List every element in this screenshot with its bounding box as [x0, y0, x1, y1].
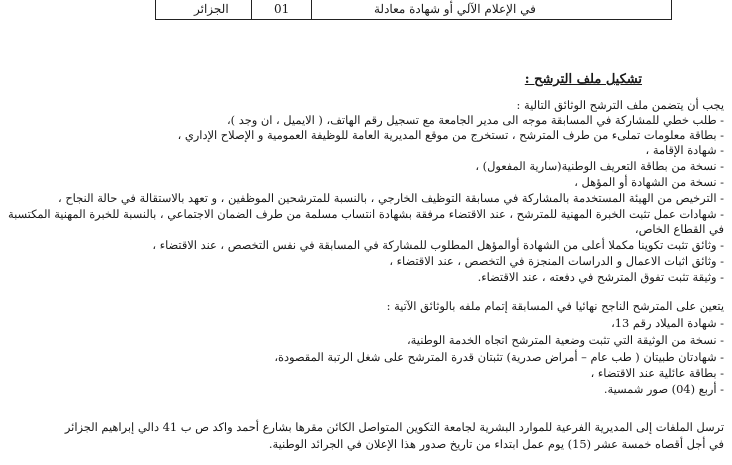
table-cell-location	[156, 0, 251, 19]
table-cell-qualification	[311, 0, 671, 19]
document-item: - طلب خطي للمشاركة في المسابقة موجه الى مدير الجامعة مع تسجيل رقم الهاتف، ( الايميل ، ان وجد )،	[226, 113, 724, 127]
document-item: - نسخة من الشهادة أو المؤهل ،	[574, 175, 724, 189]
document-item: - شهادة الإقامة ،	[645, 143, 724, 157]
table-cell-number	[251, 0, 311, 19]
number-text: 01	[274, 2, 290, 16]
document-item: - وثائق اثبات الاعمال و الدراسات المنجزة في التخصص ، عند الاقتضاء ،	[389, 254, 724, 268]
document-item: - نسخة من بطاقة التعريف الوطنية(سارية المفعول) ،	[475, 159, 724, 173]
final-document-item: - شهادتان طبيتان ( طب عام – أمراض صدرية) تثبتان قدرة المترشح على شغل الرتبة المقصودة،	[274, 350, 724, 364]
section-title: تشكيل ملف الترشح :	[524, 72, 642, 87]
positions-table	[155, 0, 672, 20]
final-document-item: - بطاقة عائلية عند الاقتضاء ،	[590, 366, 724, 380]
final-intro-text: يتعين على المترشح الناجح نهائيا في المسابقة إتمام ملفه بالوثائق الآتية :	[386, 299, 724, 313]
document-item: - وثيقة تثبت تفوق المترشح في دفعته ، عند الاقتضاء.	[477, 270, 724, 284]
intro-text: يجب أن يتضمن ملف الترشح الوثائق التالية :	[516, 98, 724, 112]
document-item: - بطاقة معلومات تملىء من طرف المترشح ، تستخرج من موقع المديرية العامة للوظيفة العمومية و الإصلاح الإداري ،	[177, 128, 724, 142]
location-text: الجزائر	[194, 2, 229, 16]
closing-text: ترسل الملفات إلى المديرية الفرعية للموارد البشرية لجامعة التكوين المتواصل الكائن مقرها بشارع أحمد واكد ص ب 41 دالي إبراهيم الجزائر	[64, 420, 724, 434]
document-item: - الترخيص من الهيئة المستخدمة بالمشاركة في مسابقة التوظيف الخارجي ، بالنسبة للمترشحين الموظفين ، و تعهد بالاستقالة في حالة النجاح ،	[58, 191, 724, 205]
final-document-item: - شهادة الميلاد رقم 13،	[611, 316, 724, 330]
document-item: - وثائق تثبت تكوينا مكملا أعلى من الشهادة أوالمؤهل المطلوب للمشاركة في المسابقة في نفس التخصص ، عند الاقتضاء ،	[152, 238, 724, 252]
qualification-text: في الإعلام الآلي أو شهادة معادلة	[374, 2, 536, 16]
document-item: في القطاع الخاص،	[634, 222, 724, 236]
document-item: - شهادات عمل تثبت الخبرة المهنية للمترشح ، عند الاقتضاء مرفقة بشهادة انتساب مسلمة من طرف الضمان الاجتماعي ، بالنسبة للخبرة المهنية المكتسبة	[7, 207, 724, 221]
closing-text: في أجل أقصاه خمسة عشر (15) يوم عمل ابتداء من تاريخ صدور هذا الإعلان في الجرائد الوطنية.	[268, 437, 724, 451]
final-document-item: - نسخة من الوثيقة التي تثبت وضعية المترشح اتجاه الخدمة الوطنية،	[406, 333, 724, 347]
final-document-item: - أربع (04) صور شمسية.	[603, 382, 724, 396]
